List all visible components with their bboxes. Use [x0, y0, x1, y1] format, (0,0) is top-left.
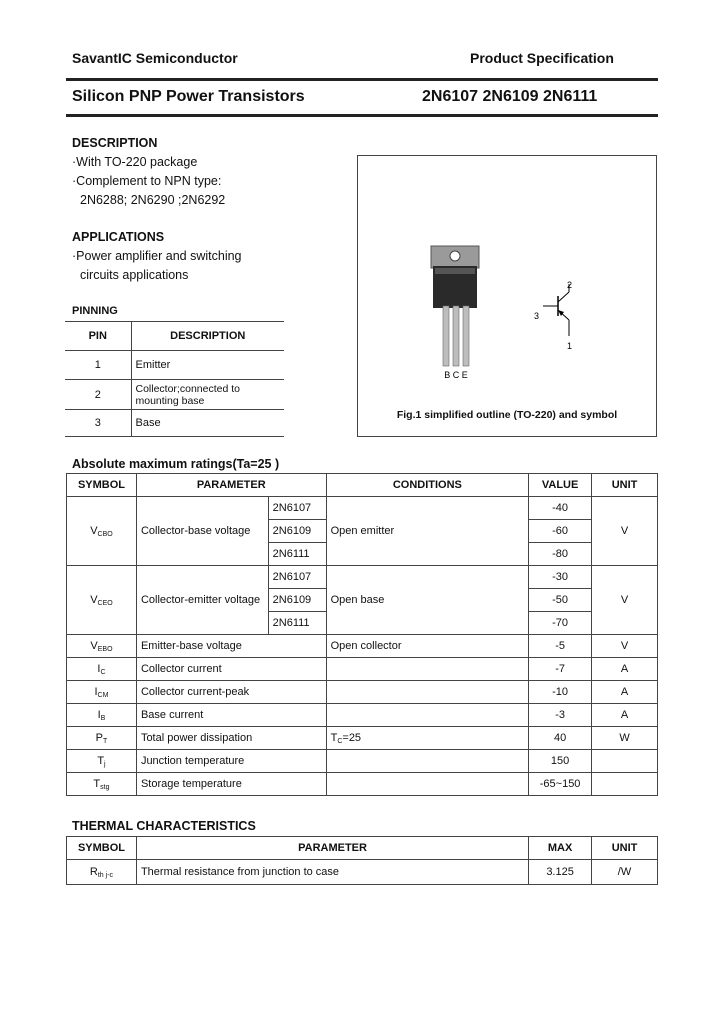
value-cell: 150	[529, 750, 592, 773]
symbol: V	[90, 524, 98, 537]
parameter-cell: Collector current	[136, 658, 326, 681]
symbol-cell	[67, 860, 137, 885]
pinning-heading: PINNING	[72, 305, 118, 317]
value-cell: -65~150	[529, 773, 592, 796]
condition-cell	[326, 773, 529, 796]
symbol-subscript: C	[100, 668, 106, 676]
conditions-header: CONDITIONS	[326, 474, 529, 497]
symbol-cell	[67, 681, 137, 704]
table-row	[67, 773, 658, 796]
symbol-header: SYMBOL	[67, 837, 137, 860]
applications-heading: APPLICATIONS	[72, 230, 165, 244]
symbol: I	[94, 685, 98, 698]
symbol-cell	[67, 566, 137, 635]
max-header: MAX	[529, 837, 592, 860]
unit-cell: A	[592, 704, 658, 727]
value-cell: -70	[529, 612, 592, 635]
condition-cell	[326, 658, 529, 681]
to220-outline-illustration	[358, 156, 656, 406]
condition-cell: Open emitter	[326, 497, 529, 566]
part-cell: 2N6109	[268, 520, 326, 543]
symbol-pin-2: 2	[567, 280, 573, 290]
table-row	[65, 351, 284, 380]
parameter-cell: Thermal resistance from junction to case	[136, 860, 528, 885]
pin-description: Base	[131, 410, 284, 437]
unit-cell	[592, 773, 658, 796]
table-row	[67, 566, 658, 589]
value-cell: 3.125	[529, 860, 592, 885]
pin-number: 3	[65, 410, 131, 437]
unit-cell: W	[592, 727, 658, 750]
symbol-cell	[67, 727, 137, 750]
parameter-cell: Collector-emitter voltage	[136, 566, 268, 635]
unit-cell: A	[592, 681, 658, 704]
symbol-subscript: stg	[100, 783, 110, 791]
unit-header: UNIT	[592, 837, 658, 860]
table-row	[65, 410, 284, 437]
pin-description	[131, 380, 284, 410]
part-numbers: 2N6107 2N6109 2N6111	[422, 88, 598, 105]
symbol-subscript: th j-c	[97, 871, 114, 879]
value-cell: -40	[529, 497, 592, 520]
symbol-subscript: j	[104, 760, 106, 768]
condition-symbol: T	[330, 731, 338, 744]
figure-box	[357, 155, 657, 437]
pin-desc-header: DESCRIPTION	[131, 322, 284, 351]
table-row	[67, 750, 658, 773]
symbol-cell	[67, 635, 137, 658]
condition-cell: Open collector	[326, 635, 529, 658]
symbol-cell	[67, 773, 137, 796]
value-cell: 40	[529, 727, 592, 750]
part-cell: 2N6111	[268, 543, 326, 566]
part-cell: 2N6109	[268, 589, 326, 612]
value-cell: -3	[529, 704, 592, 727]
condition-value: =25	[342, 731, 362, 744]
symbol-cell	[67, 658, 137, 681]
condition-cell	[326, 704, 529, 727]
symbol: T	[93, 777, 101, 790]
condition-cell	[326, 727, 529, 750]
condition-cell	[326, 681, 529, 704]
value-cell: -5	[529, 635, 592, 658]
figure-caption: Fig.1 simplified outline (TO-220) and symbol	[396, 409, 618, 421]
condition-cell: Open base	[326, 566, 529, 635]
description-line: 2N6288; 2N6290 ;2N6292	[80, 193, 226, 207]
part-cell: 2N6111	[268, 612, 326, 635]
thermal-heading: THERMAL CHARACTERISTICS	[72, 819, 256, 833]
parameter-cell: Base current	[136, 704, 326, 727]
symbol: R	[89, 865, 98, 878]
parameter-cell: Storage temperature	[136, 773, 326, 796]
parameter-cell: Collector-base voltage	[136, 497, 268, 566]
unit-cell: V	[592, 635, 658, 658]
pin-header: PIN	[65, 322, 131, 351]
value-cell: -10	[529, 681, 592, 704]
table-row	[67, 497, 658, 520]
symbol-cell	[67, 497, 137, 566]
table-row	[67, 658, 658, 681]
symbol-subscript: B	[100, 714, 106, 722]
lead-labels: B C E	[444, 370, 468, 380]
unit-cell: V	[592, 497, 658, 566]
ratings-heading: Absolute maximum ratings(Ta=25 )	[72, 457, 280, 471]
pin-description-line: Collector;connected to	[135, 382, 240, 395]
pin-description-line: mounting base	[135, 394, 205, 407]
page-title: Silicon PNP Power Transistors	[72, 88, 305, 105]
symbol-pin-1: 1	[567, 341, 573, 351]
value-cell: -60	[529, 520, 592, 543]
table-row	[67, 860, 658, 885]
applications-line: ·Power amplifier and switching	[72, 249, 242, 263]
unit-cell: A	[592, 658, 658, 681]
description-heading: DESCRIPTION	[72, 136, 158, 150]
table-row	[65, 380, 284, 410]
value-cell: -50	[529, 589, 592, 612]
symbol: V	[90, 639, 98, 652]
table-row	[67, 635, 658, 658]
unit-cell	[592, 750, 658, 773]
pin-description: Emitter	[131, 351, 284, 380]
title-rule	[66, 114, 658, 117]
unit-cell: /W	[592, 860, 658, 885]
pin-number: 2	[65, 380, 131, 410]
table-row	[67, 704, 658, 727]
thermal-table	[66, 836, 658, 885]
parameter-cell: Total power dissipation	[136, 727, 326, 750]
table-row	[67, 727, 658, 750]
parameter-cell: Collector current-peak	[136, 681, 326, 704]
symbol: I	[97, 662, 101, 675]
symbol-subscript: EBO	[97, 645, 113, 653]
symbol-cell	[67, 704, 137, 727]
symbol: I	[97, 708, 101, 721]
pinning-table	[65, 321, 284, 437]
symbol: P	[95, 731, 103, 744]
value-cell: -7	[529, 658, 592, 681]
symbol-header: SYMBOL	[67, 474, 137, 497]
header-rule	[66, 78, 658, 81]
document-type: Product Specification	[470, 50, 614, 66]
condition-cell	[326, 750, 529, 773]
parameter-cell: Emitter-base voltage	[136, 635, 326, 658]
pin-number: 1	[65, 351, 131, 380]
symbol-subscript: CEO	[97, 599, 113, 607]
symbol-subscript: CM	[97, 691, 109, 699]
value-cell: -30	[529, 566, 592, 589]
description-line: ·With TO-220 package	[72, 155, 198, 169]
symbol-subscript: T	[103, 737, 108, 745]
part-cell: 2N6107	[268, 566, 326, 589]
parameter-header: PARAMETER	[136, 474, 326, 497]
value-cell: -80	[529, 543, 592, 566]
symbol: T	[97, 754, 105, 767]
company-name: SavantIC Semiconductor	[72, 50, 238, 66]
unit-header: UNIT	[592, 474, 658, 497]
table-row	[67, 681, 658, 704]
symbol-cell	[67, 750, 137, 773]
symbol-pin-3: 3	[534, 311, 540, 321]
value-header: VALUE	[529, 474, 592, 497]
description-line: ·Complement to NPN type:	[72, 174, 222, 188]
unit-cell: V	[592, 566, 658, 635]
symbol-subscript: CBO	[97, 530, 113, 538]
parameter-header: PARAMETER	[136, 837, 528, 860]
condition-subscript: C	[337, 737, 343, 745]
ratings-table	[66, 473, 658, 796]
symbol: V	[90, 593, 98, 606]
part-cell: 2N6107	[268, 497, 326, 520]
applications-line: circuits applications	[80, 268, 189, 282]
parameter-cell: Junction temperature	[136, 750, 326, 773]
